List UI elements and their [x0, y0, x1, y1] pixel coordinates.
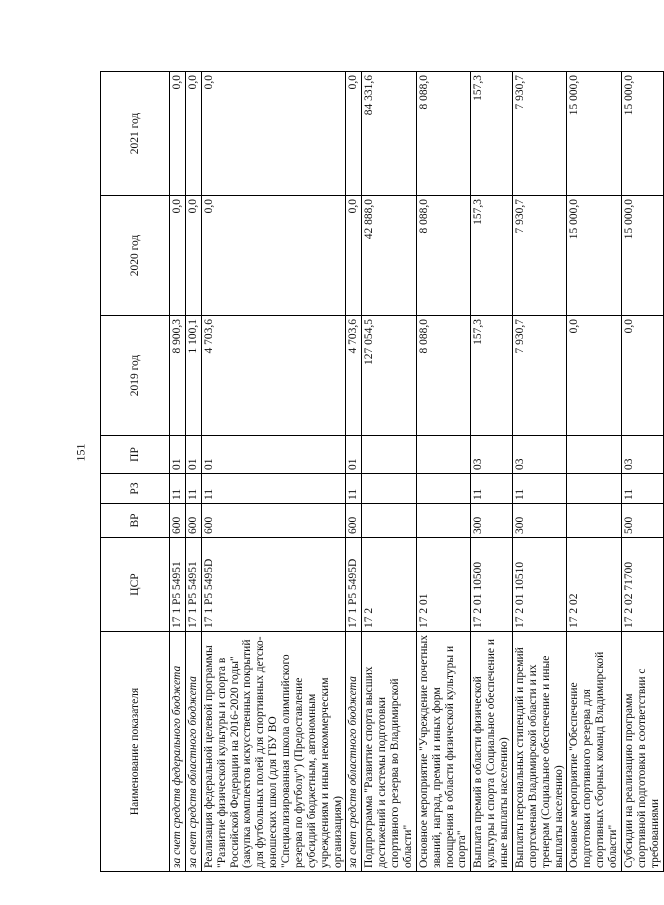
cell-csr: 17 1 P5 54951: [185, 538, 201, 632]
cell-rz: [362, 474, 417, 504]
cell-name: за счет средств федерального бюджета: [170, 632, 186, 872]
table-row: [362, 72, 417, 872]
table-row: [471, 72, 513, 872]
cell-pr: [416, 436, 471, 474]
cell-csr: 17 2 01: [416, 538, 471, 632]
rotated-page-content: [100, 72, 661, 872]
budget-table: [100, 71, 664, 872]
table-row: [512, 72, 567, 872]
cell-vr: 300: [471, 504, 513, 538]
cell-y2021: 0,0: [170, 72, 186, 196]
cell-rz: 11: [185, 474, 201, 504]
cell-csr: 17 2: [362, 538, 417, 632]
cell-y2020: 15 000,0: [567, 196, 622, 316]
cell-y2020: 0,0: [185, 196, 201, 316]
table-row: [416, 72, 471, 872]
header-pr: ПР: [101, 436, 170, 474]
cell-y2019: 8 900,3: [170, 316, 186, 436]
cell-name: Подпрограмма "Развитие спорта высших достижений и системы подготовки спортивного резерва во Владимирской области": [362, 632, 417, 872]
cell-csr: 17 2 02 71700: [621, 538, 663, 632]
cell-y2021: 0,0: [201, 72, 346, 196]
cell-vr: 600: [170, 504, 186, 538]
cell-y2021: 8 088,0: [416, 72, 471, 196]
cell-csr: 17 2 01 10500: [471, 538, 513, 632]
header-rz: РЗ: [101, 474, 170, 504]
cell-csr: 17 2 01 10510: [512, 538, 567, 632]
cell-pr: 01: [201, 436, 346, 474]
cell-y2019: 7 930,7: [512, 316, 567, 436]
cell-y2020: 42 888,0: [362, 196, 417, 316]
cell-rz: 11: [201, 474, 346, 504]
cell-name: Выплаты персональных стипендий и премий спортсменам Владимирской области и их тренерам (Социальное обеспечение и иные выплаты населению): [512, 632, 567, 872]
cell-y2020: 157,3: [471, 196, 513, 316]
cell-rz: 11: [170, 474, 186, 504]
cell-pr: [567, 436, 622, 474]
cell-y2021: 15 000,0: [621, 72, 663, 196]
table-header-row: [101, 72, 170, 872]
cell-rz: 11: [471, 474, 513, 504]
page-number: 151: [73, 443, 88, 462]
cell-pr: 01: [170, 436, 186, 474]
header-vr: ВР: [101, 504, 170, 538]
table-row: [346, 72, 362, 872]
cell-y2021: 84 331,6: [362, 72, 417, 196]
cell-y2019: 127 054,5: [362, 316, 417, 436]
cell-pr: 03: [621, 436, 663, 474]
header-2021: 2021 год: [101, 72, 170, 196]
header-csr: ЦСР: [101, 538, 170, 632]
cell-name: за счет средств областного бюджета: [185, 632, 201, 872]
header-2019: 2019 год: [101, 316, 170, 436]
cell-vr: [567, 504, 622, 538]
cell-y2021: 0,0: [346, 72, 362, 196]
cell-vr: [416, 504, 471, 538]
header-name: Наименование показателя: [101, 632, 170, 872]
cell-y2020: 0,0: [201, 196, 346, 316]
cell-rz: [567, 474, 622, 504]
cell-y2020: 0,0: [346, 196, 362, 316]
cell-csr: 17 2 02: [567, 538, 622, 632]
table-row: [621, 72, 663, 872]
cell-y2021: 0,0: [185, 72, 201, 196]
cell-y2020: 15 000,0: [621, 196, 663, 316]
table-row: [170, 72, 186, 872]
cell-pr: 03: [471, 436, 513, 474]
cell-csr: 17 1 P5 5495D: [201, 538, 346, 632]
cell-y2019: 1 100,1: [185, 316, 201, 436]
cell-pr: 03: [512, 436, 567, 474]
cell-y2020: 7 930,7: [512, 196, 567, 316]
cell-name: Основное мероприятие "Обеспечение подготовки спортивного резерва для спортивных сборных команд Владимирской области": [567, 632, 622, 872]
cell-vr: [362, 504, 417, 538]
cell-y2021: 157,3: [471, 72, 513, 196]
cell-y2021: 15 000,0: [567, 72, 622, 196]
cell-pr: 01: [346, 436, 362, 474]
cell-name: Реализация федеральной целевой программы "Развитие физической культуры и спорта в Российской Федерации на 2016-2020 годы" (закупка комплектов искусственных покрытий для футбольных полей для спортивных детско-юношеских школ (для ГБУ ВО "Специализированная школа олимпийского резерва по футболу") (Предоставление субсидий бюджетным, автономным учреждениям и иным некоммерческим организациям): [201, 632, 346, 872]
table-row: [567, 72, 622, 872]
cell-vr: 600: [201, 504, 346, 538]
cell-vr: 600: [346, 504, 362, 538]
cell-pr: 01: [185, 436, 201, 474]
cell-y2019: 4 703,6: [201, 316, 346, 436]
table-body: [170, 72, 664, 872]
cell-name: Основное мероприятие "Учреждение почетных званий, наград, премий и иных форм поощрения в области физической культуры и спорта": [416, 632, 471, 872]
cell-y2019: 4 703,6: [346, 316, 362, 436]
cell-y2019: 0,0: [621, 316, 663, 436]
cell-vr: 600: [185, 504, 201, 538]
cell-y2019: 8 088,0: [416, 316, 471, 436]
cell-name: Субсидии на реализацию программ спортивной подготовки в соответствии с требованиями: [621, 632, 663, 872]
cell-y2020: 0,0: [170, 196, 186, 316]
cell-name: за счет средств областного бюджета: [346, 632, 362, 872]
cell-vr: 500: [621, 504, 663, 538]
cell-vr: 300: [512, 504, 567, 538]
table-row: [201, 72, 346, 872]
cell-pr: [362, 436, 417, 474]
cell-y2020: 8 088,0: [416, 196, 471, 316]
cell-csr: 17 1 P5 5495D: [346, 538, 362, 632]
cell-csr: 17 1 P5 54951: [170, 538, 186, 632]
cell-rz: 11: [621, 474, 663, 504]
cell-rz: 11: [346, 474, 362, 504]
cell-rz: [416, 474, 471, 504]
table-row: [185, 72, 201, 872]
cell-y2021: 7 930,7: [512, 72, 567, 196]
header-2020: 2020 год: [101, 196, 170, 316]
cell-name: Выплата премий в области физической культуры и спорта (Социальное обеспечение и иные выплаты населению): [471, 632, 513, 872]
cell-rz: 11: [512, 474, 567, 504]
cell-y2019: 157,3: [471, 316, 513, 436]
cell-y2019: 0,0: [567, 316, 622, 436]
